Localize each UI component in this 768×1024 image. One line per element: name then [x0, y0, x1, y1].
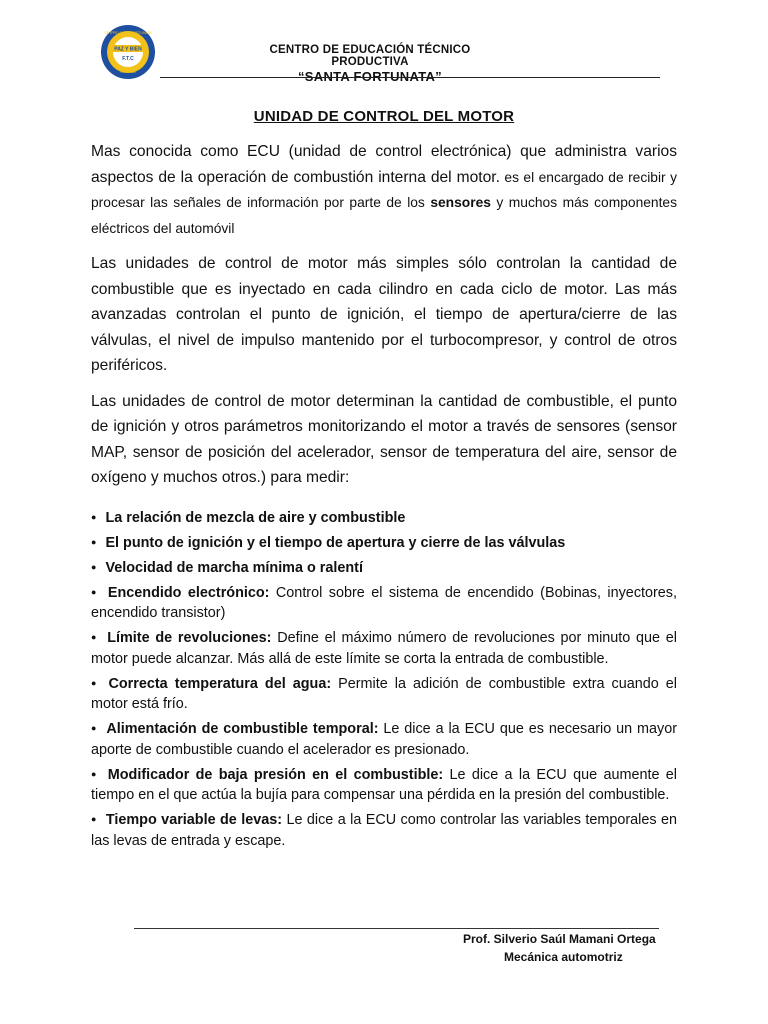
list-item [91, 718, 677, 760]
list-item-text: Le dice a la ECU como controlar las variables temporales en las levas de entrada y escape. [91, 812, 677, 849]
list-item-bold: Modificador de baja presión en el combustible: [107, 766, 444, 783]
bullet-icon: ● [91, 677, 100, 688]
bullet-icon: ● [91, 632, 99, 642]
bullet-icon: ● [91, 723, 98, 733]
bullet-icon: ● [91, 586, 99, 597]
list-item-bold: La relación de mezcla de aire y combustible [105, 509, 406, 526]
intro-small-text: es el encargado de recibir y procesar las señales de información por parte de los [91, 169, 677, 210]
list-item-bold: Límite de revoluciones: [107, 630, 272, 646]
footer-department: Mecánica automotriz [504, 950, 623, 964]
paragraph-2: Las unidades de control de motor más simples sólo controlan la cantidad de combustible que es inyectado en cada cilindro en cada ciclo de motor. Las más avanzadas controlan el punto de ignición, el tiempo de apertura/cierre de las válvulas, el nivel de impulso mantenido por el turbocompresor, y control de otros periféricos. [91, 255, 677, 374]
list-item-bold: Tiempo variable de levas: [105, 812, 283, 828]
list-item-bold: Encendido electrónico: [107, 584, 270, 601]
bullet-icon: ● [91, 561, 97, 572]
list-item [91, 582, 677, 624]
list-item [91, 532, 677, 554]
intro-bold-term: sensores [430, 195, 491, 210]
bullet-icon: ● [91, 814, 97, 824]
document-body [91, 108, 677, 855]
list-item [91, 507, 677, 529]
list-item-text: Le dice a la ECU que aumente el tiempo en el que actúa la bujía para compensar una pérdida en la presión del combustible. [91, 766, 677, 803]
bullet-icon: ● [91, 536, 97, 547]
list-item [91, 557, 677, 579]
logo-bottom-text: CAMANÁ [120, 70, 136, 74]
list-item-bold: Velocidad de marcha mínima o ralentí [105, 559, 363, 576]
intro-large-text: Mas conocida como ECU (unidad de control electrónica) que administra varios aspectos de la operación de combustión interna del motor. [91, 143, 677, 186]
list-item-text: Define el máximo número de revoluciones por minuto que el motor puede alcanzar. Más allá de este límite se corta la entrada de combustible. [91, 630, 678, 667]
list-item-bold: El punto de ignición y el tiempo de apertura y cierre de las válvulas [105, 534, 566, 551]
footer-author: Prof. Silverio Saúl Mamani Ortega [463, 932, 656, 946]
list-item-text: Control sobre el sistema de encendido (Bobinas, inyectores, encendido transistor) [91, 584, 678, 621]
bullet-icon: ● [91, 768, 99, 779]
list-item-text: Permite la adición de combustible extra cuando el motor está frío. [91, 675, 677, 712]
intro-small-text-end: y muchos más componentes eléctricos del automóvil [91, 195, 677, 236]
page-header [100, 24, 660, 84]
header-divider [160, 77, 660, 78]
list-item-text: Le dice a la ECU que es necesario un mayor aporte de combustible cuando el acelerador es presionado. [91, 721, 678, 758]
logo-initials-text: F.T.C [122, 56, 134, 62]
document-title: UNIDAD DE CONTROL DEL MOTOR [253, 108, 515, 125]
measurement-list [91, 507, 677, 852]
intro-paragraph [91, 139, 677, 241]
institution-logo [100, 24, 156, 80]
list-item [91, 673, 677, 715]
institution-line2: “SANTA FORTUNATA” [298, 69, 442, 84]
list-item [91, 627, 677, 669]
list-item [91, 809, 677, 851]
paragraph-3: Las unidades de control de motor determinan la cantidad de combustible, el punto de ignición y otros parámetros monitorizando el motor a través de sensores (sensor MAP, sensor de posición del acelerador, sensor de temperatura del aire, sensor de oxígeno y muchos otros.) para medir: [91, 392, 677, 486]
footer-divider [134, 928, 659, 929]
institution-name [230, 44, 510, 84]
logo-top-text: CETPRO SANTA FORTUNATA [104, 31, 152, 35]
list-item-bold: Alimentación de combustible temporal: [106, 721, 379, 737]
logo-banner-text: PAZ Y BIEN [114, 46, 142, 53]
list-item-bold: Correcta temperatura del agua: [108, 675, 332, 692]
bullet-icon: ● [91, 511, 97, 522]
institution-line1: CENTRO DE EDUCACIÓN TÉCNICO PRODUCTIVA [269, 44, 471, 68]
list-item [91, 764, 677, 806]
